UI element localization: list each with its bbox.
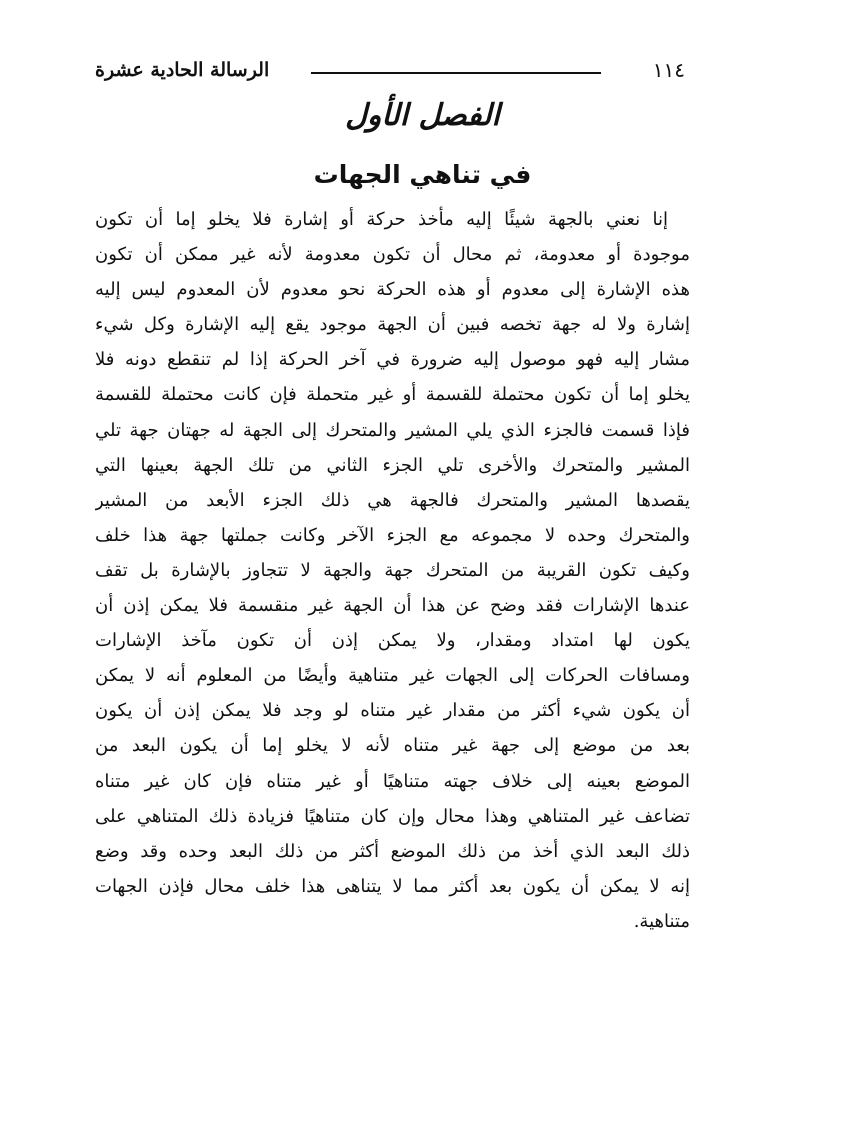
text-line: فإذا قسمت فالجزء الذي يلي المشير والمتحرك إلى الجهة له جهتان جهة تلي <box>95 419 690 441</box>
text-line: يكون لها امتداد ومقدار، ولا يمكن إذن أن تكون مآخذ الإشارات <box>95 630 690 652</box>
page-number: ١١٤ <box>652 58 685 82</box>
text-line: بعد من موضع إلى جهة غير متناه لأنه لا يخلو إما أن يكون البعد من <box>95 735 690 757</box>
text-line: متناهية. <box>633 910 690 932</box>
text-line: أن يكون شيء أكثر من مقدار غير متناه لو وجد فلا يمكن إذن أن يكون <box>95 700 690 722</box>
text-line: المشير والمتحرك والأخرى تلي الجزء الثاني من تلك الجهة بعينها التي <box>95 454 690 476</box>
section-title: في تناهي الجهات <box>313 160 532 189</box>
text-line: يخلو إما أن تكون محتملة للقسمة أو غير متحملة فإن كانت محتملة للقسمة <box>95 384 690 406</box>
text-line: ومسافات الحركات إلى الجهات غير متناهية وأيضًا من المعلوم أنه لا يمكن <box>95 665 690 687</box>
text-line: ذلك البعد الذي أخذ من ذلك الموضع أكثر من ذلك البعد وحده وقد وضع <box>95 840 690 862</box>
header-rule <box>311 72 601 74</box>
chapter-title: الفصل الأول <box>345 98 500 133</box>
text-line: إنا نعني بالجهة شيئًا إليه مأخذ حركة أو إشارة فلا يخلو إما أن تكون <box>95 209 668 230</box>
text-line: تضاعف غير المتناهي وهذا محال وإن كان متناهيًا فزيادة ذلك المتناهي على <box>95 805 690 827</box>
body-text <box>95 202 690 939</box>
text-line: والمتحرك وحده لا مجموعه مع الجزء الآخر وكانت جملتها جهة هذا خلف <box>95 524 690 546</box>
text-line: مشار إليه فهو موصول إليه ضرورة في آخر الحركة إذا لم تنقطع دونه فلا <box>95 349 690 371</box>
text-line: وكيف تكون القريبة من المتحرك جهة والجهة لا تتجاوز بالإشارة بل تقف <box>95 559 690 581</box>
running-head <box>95 52 685 88</box>
text-line: عندها الإشارات فقد وضح عن هذا أن الجهة غير منقسمة فلا يمكن إذن أن <box>95 595 690 617</box>
text-line: هذه الإشارة إلى معدوم أو هذه الحركة نحو معدوم لأن المعدوم ليس إليه <box>95 279 690 301</box>
text-line: إنه لا يمكن أن يكون بعد أكثر مما لا يتناهى هذا خلف محال فإذن الجهات <box>95 875 690 897</box>
text-line: إشارة ولا له جهة تخصه فبين أن الجهة موجود يقع إليه الإشارة وكل شيء <box>95 314 690 336</box>
text-line: موجودة أو معدومة، ثم محال أن تكون معدومة لأنه غير ممكن أن تكون <box>95 244 690 266</box>
text-line: الموضع بعينه إلى خلاف جهته متناهيًا أو غير متناه فإن كان غير متناه <box>95 770 690 792</box>
running-title: الرسالة الحادية عشرة <box>95 59 270 81</box>
text-line: يقصدها المشير والمتحرك فالجهة هي ذلك الجزء الأبعد من المشير <box>95 489 690 511</box>
